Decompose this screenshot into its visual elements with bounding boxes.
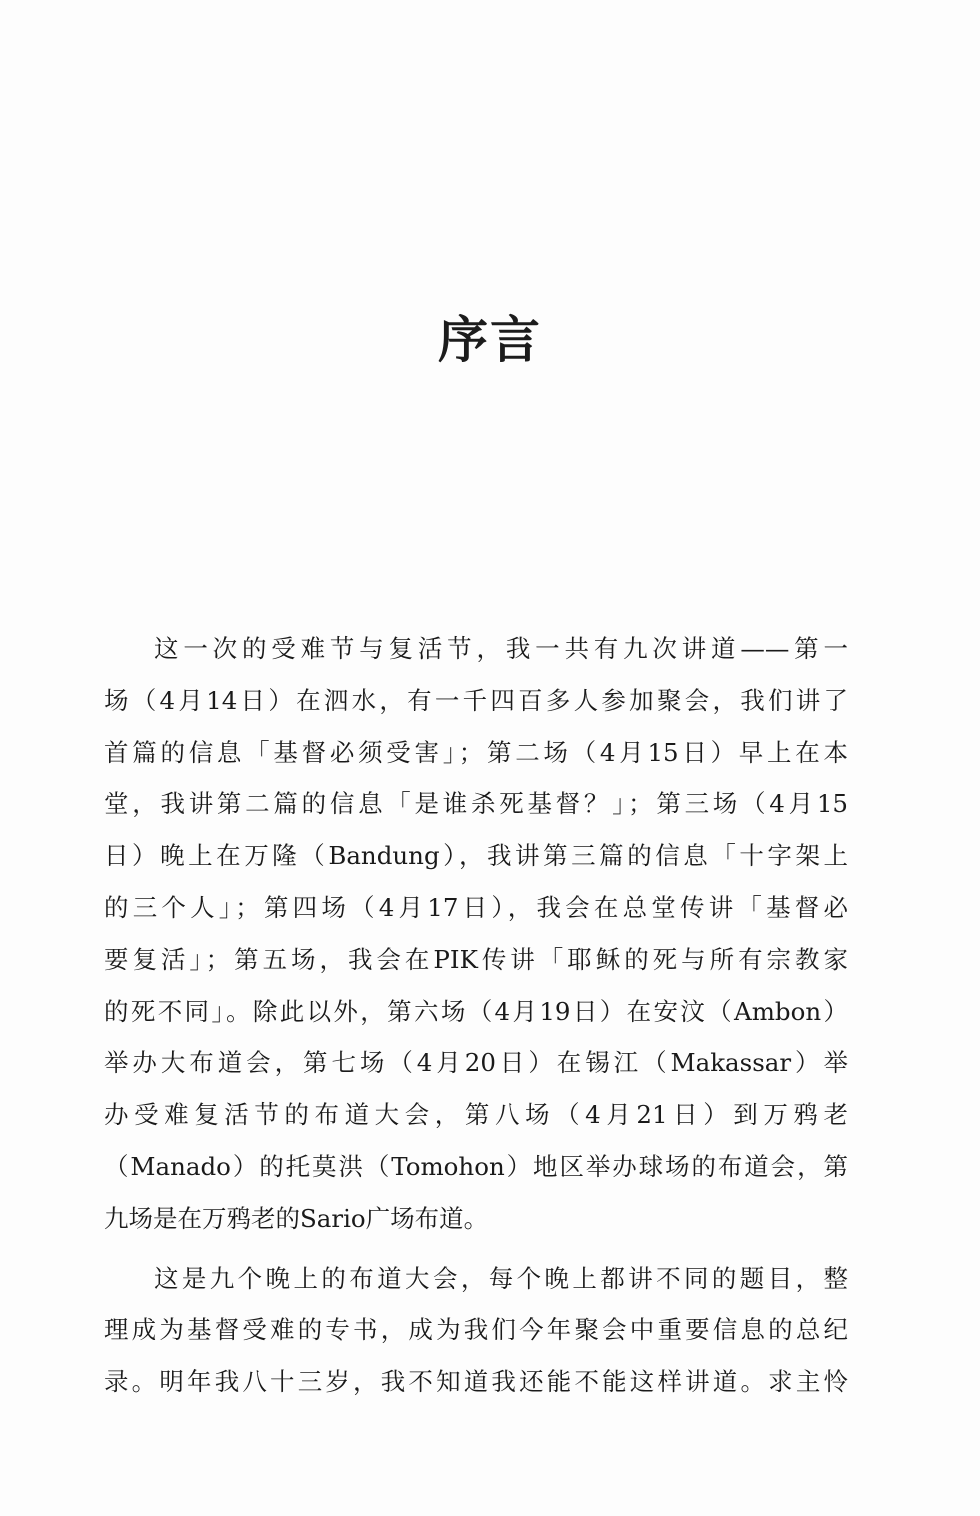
preface-body — [104, 623, 848, 1408]
text-line: 录。明年我八十三岁，我不知道我还能不能这样讲道。求主怜 — [104, 1367, 848, 1397]
text-line: （Manado）的托莫洪（Tomohon）地区举办球场的布道会，第 — [104, 1151, 848, 1181]
paragraph-2 — [104, 1253, 848, 1408]
text-line: 办受难复活节的布道大会，第八场（4月21日）到万鸦老 — [104, 1100, 848, 1130]
text-line: 九场是在万鸦老的Sario广场布道。 — [104, 1203, 489, 1233]
text-line: 举办大布道会，第七场（4月20日）在锡江（Makassar）举 — [104, 1048, 848, 1078]
text-line: 堂，我讲第二篇的信息「是谁杀死基督？」；第三场（4月15 — [104, 789, 848, 819]
text-line: 的三个人」；第四场（4月17日），我会在总堂传讲「基督必 — [104, 892, 848, 922]
text-line: 这一次的受难节与复活节，我一共有九次讲道——第一 — [154, 634, 848, 663]
text-line: 日）晚上在万隆（Bandung），我讲第三篇的信息「十字架上 — [104, 841, 848, 871]
text-line: 要复活」；第五场，我会在PIK传讲「耶稣的死与所有宗教家 — [104, 944, 848, 974]
text-line: 这是九个晚上的布道大会，每个晚上都讲不同的题目，整 — [154, 1263, 848, 1293]
text-line: 首篇的信息「基督必须受害」；第二场（4月15日）早上在本 — [104, 737, 848, 767]
text-line: 理成为基督受难的专书，成为我们今年聚会中重要信息的总纪 — [104, 1315, 848, 1345]
paragraph-1 — [104, 623, 848, 1245]
paragraph-gap — [104, 1245, 848, 1253]
text-line: 场（4月14日）在泗水，有一千四百多人参加聚会，我们讲了 — [104, 685, 848, 715]
text-line: 的死不同」。除此以外，第六场（4月19日）在安汶（Ambon） — [104, 996, 848, 1026]
page-title: 序言 — [438, 311, 542, 369]
